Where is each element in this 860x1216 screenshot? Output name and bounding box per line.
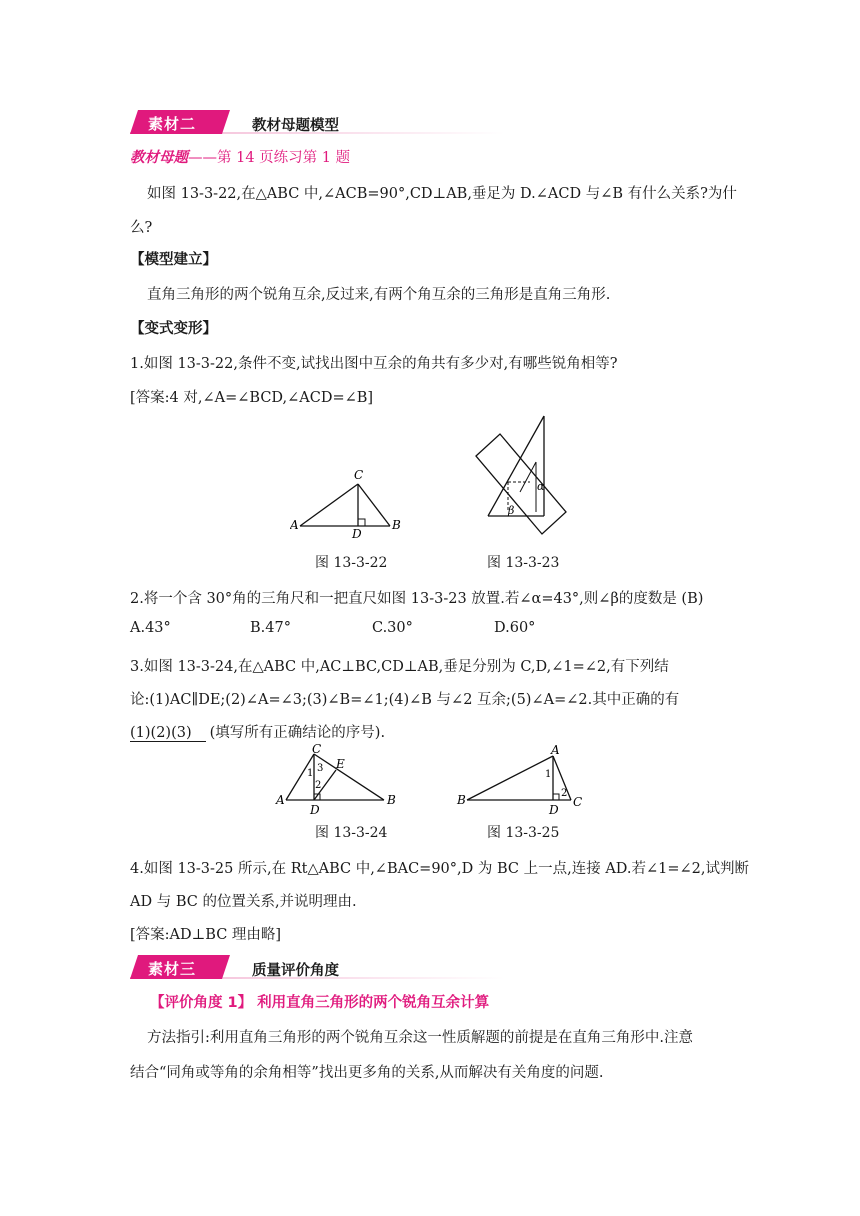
angle-2: 2 [315,780,322,791]
caption-13-3-24: 图 13-3-24 [315,825,388,841]
angle-1: 1 [545,769,552,780]
figure-13-3-24 [272,742,402,820]
label-A: A [276,793,285,807]
banner-title: 教材母题模型 [252,118,339,134]
evaluation-heading: 【评价角度 1】 利用直角三角形的两个锐角互余计算 [150,995,490,1011]
answer-1: [答案:4 对,∠A=∠BCD,∠ACD=∠B] [130,390,374,406]
question-1: 1.如图 13-3-22,条件不变,试找出图中互余的角共有多少对,有哪些锐角相等? [130,356,618,372]
mother-question-line-1: 如图 13-3-22,在△ABC 中,∠ACB=90°,CD⊥AB,垂足为 D.∠ACD 与∠B 有什么关系?为什 [147,186,737,202]
mother-ref: ——第 14 页练习第 1 题 [188,150,351,166]
label-alpha: α [537,480,545,493]
label-A: A [290,518,299,532]
q2-option-d: D.60° [494,620,536,636]
mother-question-ref [130,146,350,167]
caption-13-3-23: 图 13-3-23 [487,555,560,571]
method-line-2: 结合“同角或等角的余角相等”找出更多角的关系,从而解决有关角度的问题. [130,1065,604,1081]
figure-13-3-25 [455,742,585,820]
q2-option-a: A.43° [130,620,171,636]
figure-13-3-22 [290,466,410,538]
mother-label: 教材母题 [130,150,188,166]
model-heading: 【模型建立】 [130,252,217,268]
question-3-line-1: 3.如图 13-3-24,在△ABC 中,AC⊥BC,CD⊥AB,垂足分别为 C,D,∠1=∠2,有下列结 [130,659,669,675]
label-B: B [392,518,401,532]
label-C: C [573,795,583,809]
label-D: D [352,527,362,538]
section-banner-material-2 [130,110,510,136]
label-beta: β [508,504,515,517]
figure-13-3-23 [470,412,570,542]
question-4-line-2: AD 与 BC 的位置关系,并说明理由. [130,894,357,910]
label-C: C [312,742,322,756]
label-C: C [354,468,364,482]
caption-13-3-22: 图 13-3-22 [315,555,388,571]
angle-2: 2 [561,788,568,799]
label-B: B [457,793,466,807]
q3-answer-blank: (1)(2)(3) [130,725,206,742]
question-2: 2.将一个含 30°角的三角尺和一把直尺如图 13-3-23 放置.若∠α=43°,则∠β的度数是 (B) [130,591,704,607]
variants-heading: 【变式变形】 [130,321,217,337]
label-B: B [387,793,396,807]
question-3-line-3 [130,721,385,742]
question-4-line-1: 4.如图 13-3-25 所示,在 Rt△ABC 中,∠BAC=90°,D 为 BC 上一点,连接 AD.若∠1=∠2,试判断 [130,861,750,877]
label-D: D [310,803,320,817]
banner-title: 质量评价角度 [252,963,339,979]
label-A: A [551,743,560,757]
answer-4: [答案:AD⊥BC 理由略] [130,927,282,943]
caption-13-3-25: 图 13-3-25 [487,825,560,841]
banner-tag: 素材二 [148,115,197,133]
q3-tail: (填写所有正确结论的序号). [209,725,386,741]
q2-option-c: C.30° [372,620,413,636]
angle-1: 1 [307,768,314,779]
angle-3: 3 [317,763,324,774]
mother-question-line-2: 么? [130,220,153,236]
banner-tag: 素材三 [148,960,197,978]
label-E: E [336,757,345,771]
question-3-line-2: 论:(1)AC∥DE;(2)∠A=∠3;(3)∠B=∠1;(4)∠B 与∠2 互余;(5)∠A=∠2.其中正确的有 [130,692,680,708]
q2-option-b: B.47° [250,620,291,636]
model-text: 直角三角形的两个锐角互余,反过来,有两个角互余的三角形是直角三角形. [147,287,611,303]
method-line-1: 方法指引:利用直角三角形的两个锐角互余这一性质解题的前提是在直角三角形中.注意 [147,1030,693,1046]
section-banner-material-3 [130,955,510,981]
label-D: D [549,803,559,817]
